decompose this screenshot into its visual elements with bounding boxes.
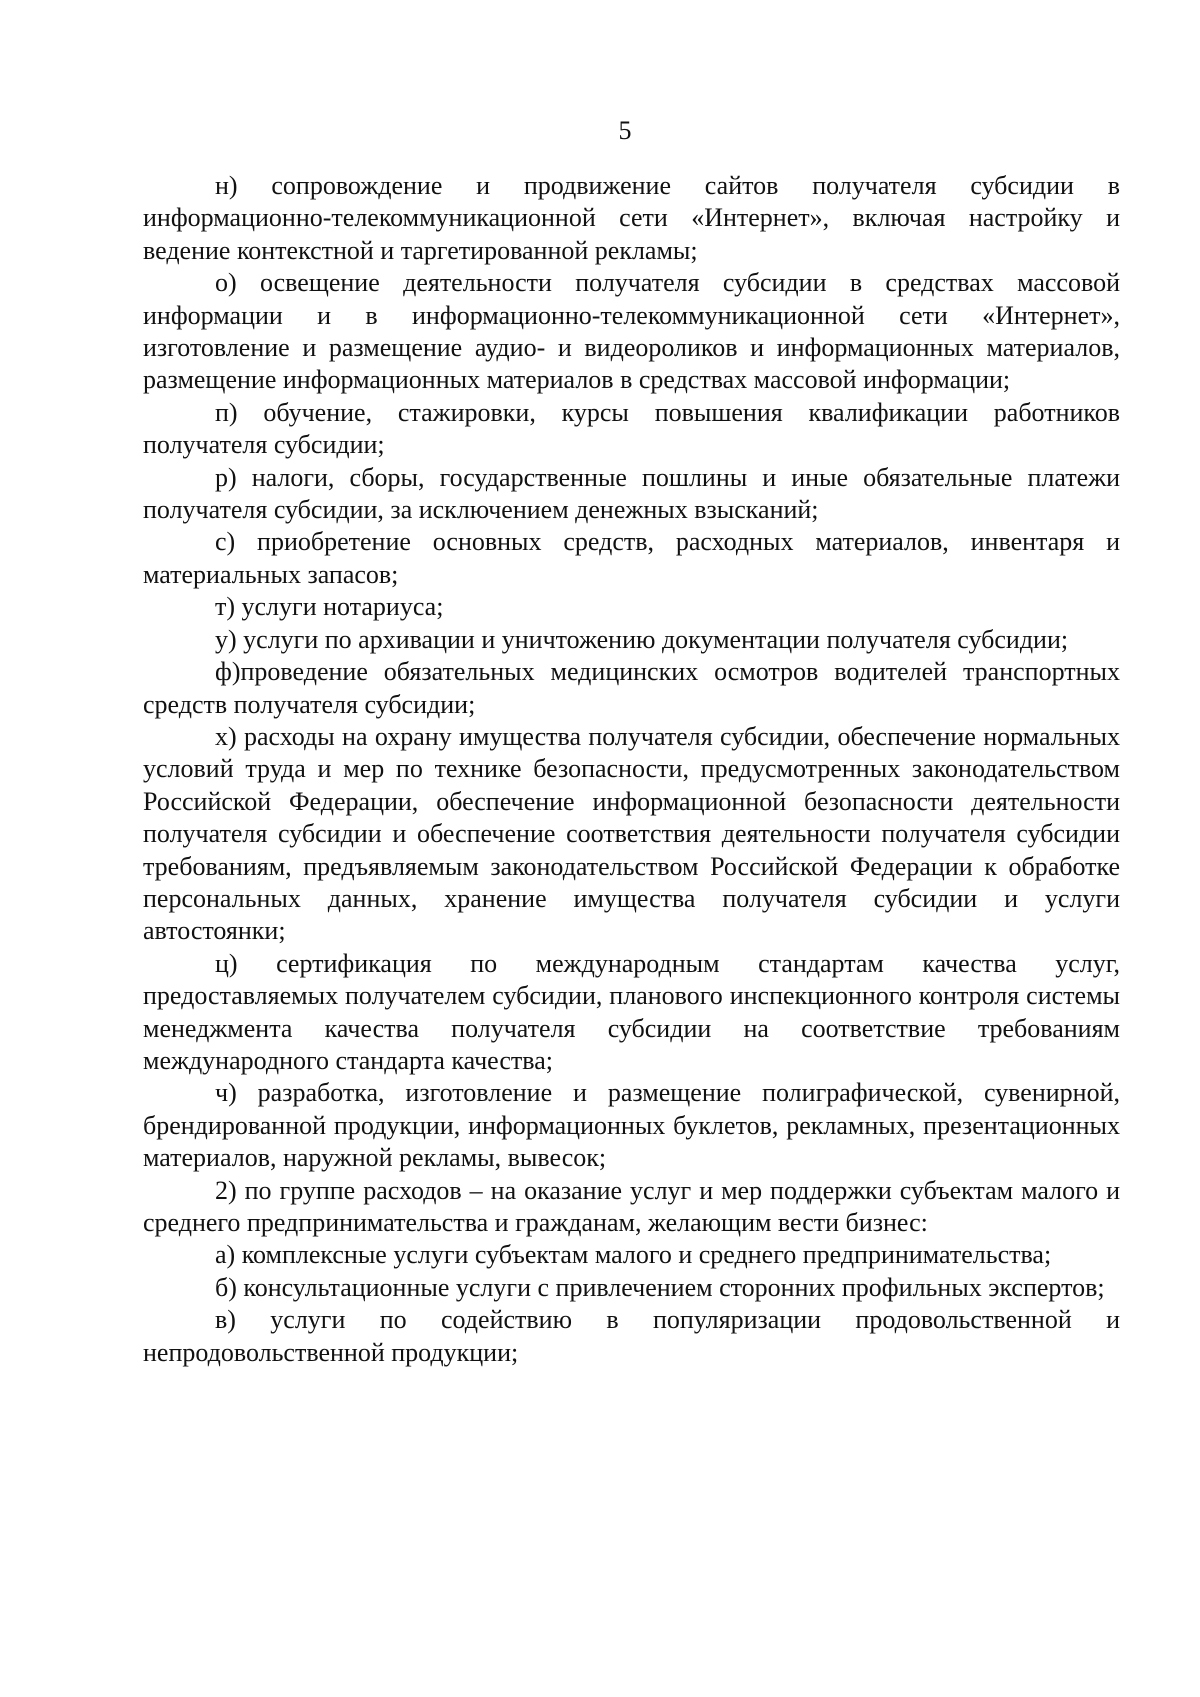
paragraph-item-ts: ц) сертификация по международным стандартам качества услуг, предоставляемых получателем субсидии, планового инспекционного контроля системы менеджмента качества получателя субсидии на соответствие требованиям международного стандарта качества; [143,948,1120,1075]
page-number: 5 [618,116,632,145]
paragraph-item-v: в) услуги по содействию в популяризации продовольственной и непродовольственной продукции; [143,1305,1120,1367]
paragraph-item-ch: ч) разработка, изготовление и размещение полиграфической, сувенирной, брендированной продукции, информационных буклетов, рекламных, презентационных материалов, наружной рекламы, вывесок; [143,1078,1120,1173]
document-body [143,170,1120,1369]
paragraph-item-p: п) обучение, стажировки, курсы повышения квалификации работников получателя субсидии; [143,397,1120,460]
paragraph-item-s: с) приобретение основных средств, расходных материалов, инвентаря и материальных запасов; [143,527,1120,589]
paragraph-item-n: н) сопровождение и продвижение сайтов получателя субсидии в информационно-телекоммуникационной сети «Интернет», включая настройку и ведение контекстной и таргетированной рекламы; [143,171,1120,265]
paragraph-item-o: о) освещение деятельности получателя субсидии в средствах массовой информации и в информационно-телекоммуникационной сети «Интернет», изготовление и размещение аудио- и видеороликов и информационных материалов, размещение информационных материалов в средствах массовой информации; [143,268,1120,395]
paragraph-item-r: р) налоги, сборы, государственные пошлины и иные обязательные платежи получателя субсидии, за исключением денежных взысканий; [143,462,1120,525]
paragraph-item-a: а) комплексные услуги субъектам малого и среднего предпринимательства; [215,1240,1052,1270]
paragraph-item-b: б) консультационные услуги с привлечением сторонних профильных экспертов; [215,1272,1105,1302]
paragraph-item-t: т) услуги нотариуса; [215,592,444,622]
paragraph-item-kh: х) расходы на охрану имущества получателя субсидии, обеспечение нормальных условий труда и мер по технике безопасности, предусмотренных законодательством Российской Федерации, обеспечение информационной безопасности деятельности получателя субсидии и обеспечение соответствия деятельности получателя субсидии требованиям, предъявляемым законодательством Российской Федерации к обработке персональных данных, хранение имущества получателя субсидии и услуги автостоянки; [143,721,1120,946]
paragraph-item-2: 2) по группе расходов – на оказание услуг и мер поддержки субъектам малого и среднего предпринимательства и гражданам, желающим вести бизнес: [143,1175,1120,1237]
paragraph-item-f: ф)проведение обязательных медицинских осмотров водителей транспортных средств получателя субсидии; [143,657,1120,719]
paragraph-item-u: у) услуги по архивации и уничтожению документации получателя субсидии; [215,624,1069,654]
